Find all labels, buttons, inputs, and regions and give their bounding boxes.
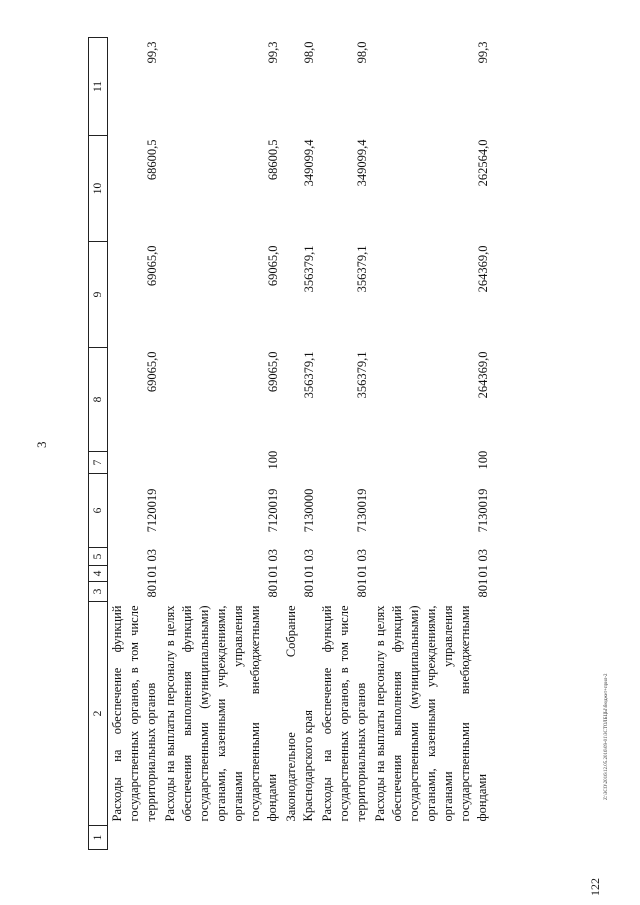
cell-section: 01	[302, 565, 316, 578]
cell-target-article: 7130019	[355, 488, 369, 533]
cell-expense-type	[318, 452, 371, 474]
table-row	[161, 38, 282, 850]
column-header: 11	[89, 38, 108, 136]
cell-section: 01	[476, 565, 490, 578]
table-row	[318, 38, 371, 850]
table-header-row	[89, 38, 108, 850]
cell-percent: 99,3	[266, 41, 280, 64]
cell-section: 01	[145, 565, 159, 578]
cell-subsection: 03	[145, 549, 159, 562]
budget-table-container	[88, 38, 568, 850]
cell-subsection: 03	[355, 549, 369, 562]
row-description: Законодательное Собрание Краснодарского края	[284, 605, 315, 822]
table-row	[108, 38, 162, 850]
cell-ministry-code: 801	[266, 578, 280, 598]
cell-percent: 99,3	[476, 41, 490, 64]
cell-expense-type	[282, 452, 318, 474]
cell-section: 01	[355, 565, 369, 578]
cell-amount-8: 69065,0	[266, 351, 280, 393]
cell-expense-type	[108, 452, 162, 474]
cell-amount-10: 262564,0	[476, 139, 490, 187]
cell-amount-9: 69065,0	[266, 245, 280, 287]
cell-percent: 98,0	[355, 41, 369, 64]
column-header: 8	[89, 348, 108, 452]
cell-target-article: 7120019	[145, 488, 159, 533]
cell-amount-8: 356379,1	[302, 351, 316, 399]
cell-amount-8: 356379,1	[355, 351, 369, 399]
column-header: 9	[89, 242, 108, 348]
cell-amount-10: 68600,5	[145, 139, 159, 181]
cell-amount-8: 264369,0	[476, 351, 490, 399]
column-header: 7	[89, 452, 108, 474]
cell-subsection: 03	[266, 549, 280, 562]
table-row	[282, 38, 318, 850]
cell-ministry-code: 801	[355, 578, 369, 598]
cell-ministry-code: 801	[476, 578, 490, 598]
column-header: 5	[89, 548, 108, 566]
cell-amount-9: 356379,1	[302, 245, 316, 293]
cell-percent: 98,0	[302, 41, 316, 64]
cell-subsection: 03	[302, 549, 316, 562]
cell-target-article: 7120019	[266, 488, 280, 533]
cell-amount-10: 68600,5	[266, 139, 280, 181]
page-number-bottom: 122	[588, 878, 602, 896]
row-description: Расходы на выплаты персоналу в целях обеспечения выполнения функций государственными (муниципальными) органами, казенными учреждениями, органами управления государственными внебюджетными фондами	[373, 605, 489, 822]
column-header: 4	[89, 566, 108, 582]
column-header: 1	[89, 826, 108, 850]
footer-file-path: Z:\3CO\2016\12.05.2016\09-01\3СТОЛБЦЫ\бюджет+прил-2	[604, 673, 609, 800]
cell-ministry-code: 801	[145, 578, 159, 598]
cell-amount-9: 356379,1	[355, 245, 369, 293]
budget-table	[88, 37, 492, 850]
table-row	[371, 38, 492, 850]
cell-expense-type: 100	[266, 450, 280, 470]
cell-percent: 99,3	[145, 41, 159, 64]
cell-amount-10: 349099,4	[355, 139, 369, 187]
cell-section: 01	[266, 565, 280, 578]
column-header: 3	[89, 582, 108, 602]
page-number-top: 3	[34, 441, 49, 448]
cell-subsection: 03	[476, 549, 490, 562]
cell-target-article: 7130000	[302, 488, 316, 533]
column-header: 2	[89, 602, 108, 826]
cell-target-article: 7130019	[476, 488, 490, 533]
cell-amount-9: 69065,0	[145, 245, 159, 287]
column-header: 10	[89, 136, 108, 242]
row-description: Расходы на обеспечение функций государственных органов, в том числе территориальных органов	[320, 605, 368, 822]
cell-expense-type: 100	[476, 450, 490, 470]
column-header: 6	[89, 474, 108, 548]
cell-amount-10: 349099,4	[302, 139, 316, 187]
cell-ministry-code: 801	[302, 578, 316, 598]
row-description: Расходы на выплаты персоналу в целях обеспечения выполнения функций государственными (муниципальными) органами, казенными учреждениями, органами управления государственными внебюджетными фондами	[163, 605, 279, 822]
row-description: Расходы на обеспечение функций государственных органов, в том числе территориальных органов	[110, 605, 158, 822]
cell-amount-8: 69065,0	[145, 351, 159, 393]
cell-amount-9: 264369,0	[476, 245, 490, 293]
